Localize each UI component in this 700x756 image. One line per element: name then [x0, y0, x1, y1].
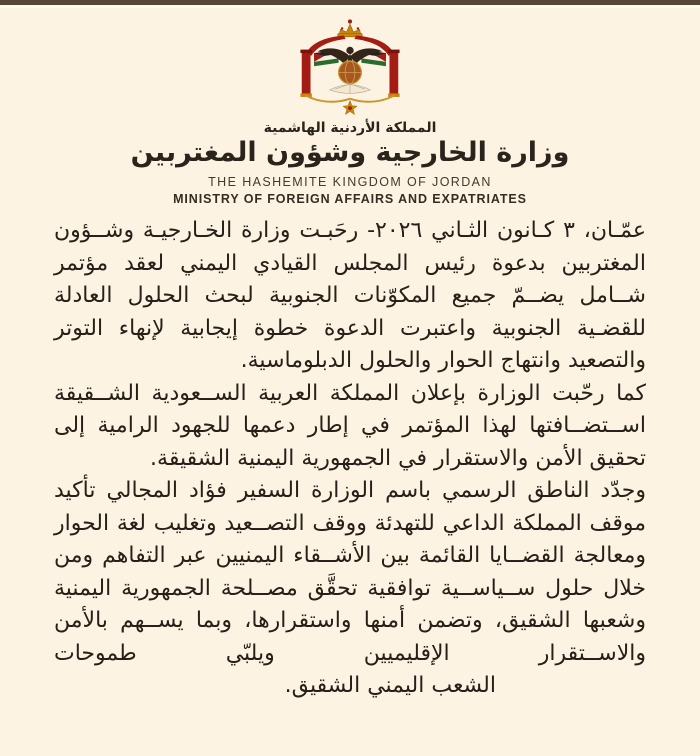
closing-line: الشعب اليمني الشقيق. — [284, 673, 496, 698]
ministry-name-english: MINISTRY OF FOREIGN AFFAIRS AND EXPATRIATES — [173, 192, 527, 206]
kingdom-name-english: THE HASHEMITE KINGDOM OF JORDAN — [208, 175, 492, 189]
ministry-name-arabic-calligraphy: وزارة الخارجية وشؤون المغتربين — [130, 137, 570, 168]
paragraph-spokesperson: وجدّد الناطق الرسمي باسم الوزارة السفير فؤاد المجالي تأكيد موقف المملكة الداعي للتهدئة ووقف التصــعيد وتغليب لغة الحوار ومعالجة القضــايا القائمة بين الأشــقاء اليمنيين عبر التفاهم ومن خلال حلول ســياســية توافقية تحقَّق مصــلحة الجمهورية اليمنية وشعبها الشقيق، وتضمن أمنها واستقرارها، وبما يســهم بالأمن والاســتقرار الإقليميين ويلبّي طموحات — [54, 478, 646, 666]
kingdom-name-arabic: المملكة الأردنية الهاشمية — [263, 120, 437, 136]
statement-body — [54, 215, 646, 703]
ministry-letterhead — [0, 8, 700, 206]
top-border-band — [0, 0, 700, 8]
paragraph-saudi-hosting: كما رحّبت الوزارة بإعلان المملكة العربية الســعودية الشــقيقة اســتضــافتها لهذا المؤتمر في إطار دعمها للجهود الرامية إلى تحقيق الأمن والاستقرار في الجمهورية اليمنية الشقيقة. — [54, 380, 646, 471]
paragraph-dateline-welcome: عمّـان، ٣ كـانون الثـاني ٢٠٢٦- رحَبـت وزارة الخـارجيـة وشــؤون المغتربين بدعوة رئيس المجلس القيادي اليمني لعقد مؤتمر شــامل يضــمّ جميع المكوّنات الجنوبية لبحث الحلول العادلة للقضـية الجنوبية واعتبرت الدعوة خطوة إيجابية لإنهاء التوتر والتصعيد وانتهاج الحوار والحلول الدبلوماسية. — [54, 218, 646, 373]
jordan-coat-of-arms-icon — [284, 18, 416, 118]
